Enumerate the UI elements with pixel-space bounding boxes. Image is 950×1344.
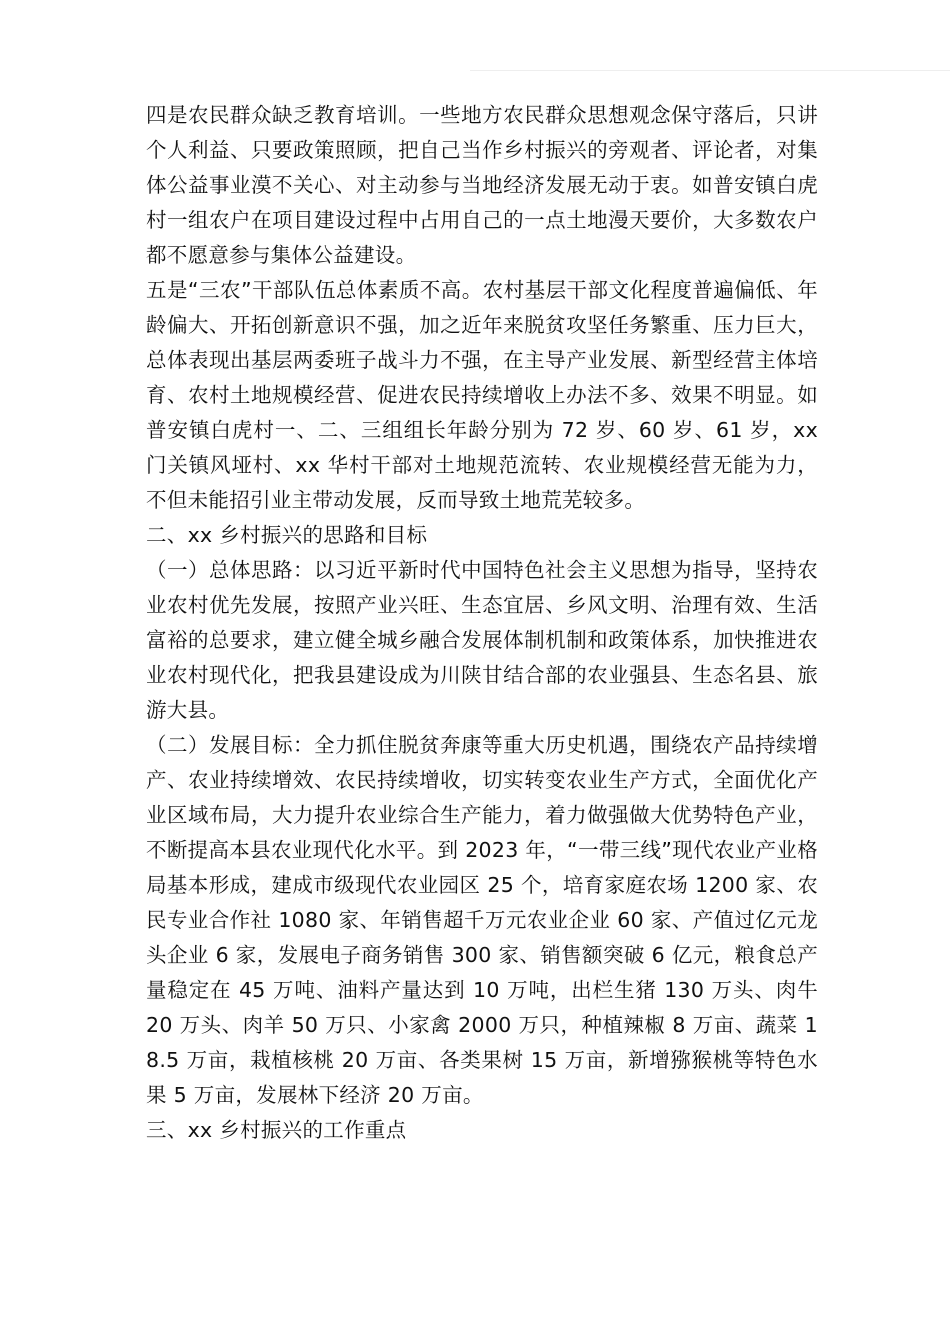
header-divider (470, 70, 950, 71)
section-heading-ideas-goals: 二、xx 乡村振兴的思路和目标 (146, 523, 428, 547)
section-heading-work-priorities: 三、xx 乡村振兴的工作重点 (146, 1118, 407, 1142)
paragraph-education-training: 四是农民群众缺乏教育培训。一些地方农民群众思想观念保守落后，只讲个人利益、只要政策照顾，把自己当作乡村振兴的旁观者、评论者，对集体公益事业漠不关心、对主动参与当地经济发展无动于衷。如普安镇白虎村一组农户在项目建设过程中占用自己的一点土地漫天要价，大多数农户都不愿意参与集体公益建设。 (146, 103, 818, 267)
paragraph-development-goals: （二）发展目标：全力抓住脱贫奔康等重大历史机遇，围绕农产品持续增产、农业持续增效、农民持续增收，切实转变农业生产方式，全面优化产业区域布局，大力提升农业综合生产能力，着力做强做大优势特色产业，不断提高本县农业现代化水平。到 2023 年，“一带三线”现代农业产业格局基本形成，建成市级现代农业园区 25 个，培育家庭农场 1200 家、农民专业合作社 1080 家、年销售超千万元农业企业 60 家、产值过亿元龙头企业 6 家，发展电子商务销售 300 家、销售额突破 6 亿元，粮食总产量稳定在 45 万吨、油料产量达到 10 万吨，出栏生猪 130 万头、肉牛 20 万头、肉羊 50 万只、小家禽 2000 万只，种植辣椒 8 万亩、蔬菜 18.5 万亩，栽植核桃 20 万亩、各类果树 15 万亩，新增猕猴桃等特色水果 5 万亩，发展林下经济 20 万亩。 (146, 733, 818, 1107)
paragraph-overall-approach: （一）总体思路：以习近平新时代中国特色社会主义思想为指导，坚持农业农村优先发展，按照产业兴旺、生态宜居、乡风文明、治理有效、生活富裕的总要求，建立健全城乡融合发展体制机制和政策体系，加快推进农业农村现代化，把我县建设成为川陕甘结合部的农业强县、生态名县、旅游大县。 (146, 558, 818, 722)
document-body (146, 98, 818, 1148)
paragraph-cadre-quality: 五是“三农”干部队伍总体素质不高。农村基层干部文化程度普遍偏低、年龄偏大、开拓创新意识不强，加之近年来脱贫攻坚任务繁重、压力巨大，总体表现出基层两委班子战斗力不强，在主导产业发展、新型经营主体培育、农村土地规模经营、促进农民持续增收上办法不多、效果不明显。如普安镇白虎村一、二、三组组长年龄分别为 72 岁、60 岁、61 岁，xx 门关镇风垭村、xx 华村干部对土地规范流转、农业规模经营无能为力，不但未能招引业主带动发展，反而导致土地荒芜较多。 (146, 278, 818, 512)
